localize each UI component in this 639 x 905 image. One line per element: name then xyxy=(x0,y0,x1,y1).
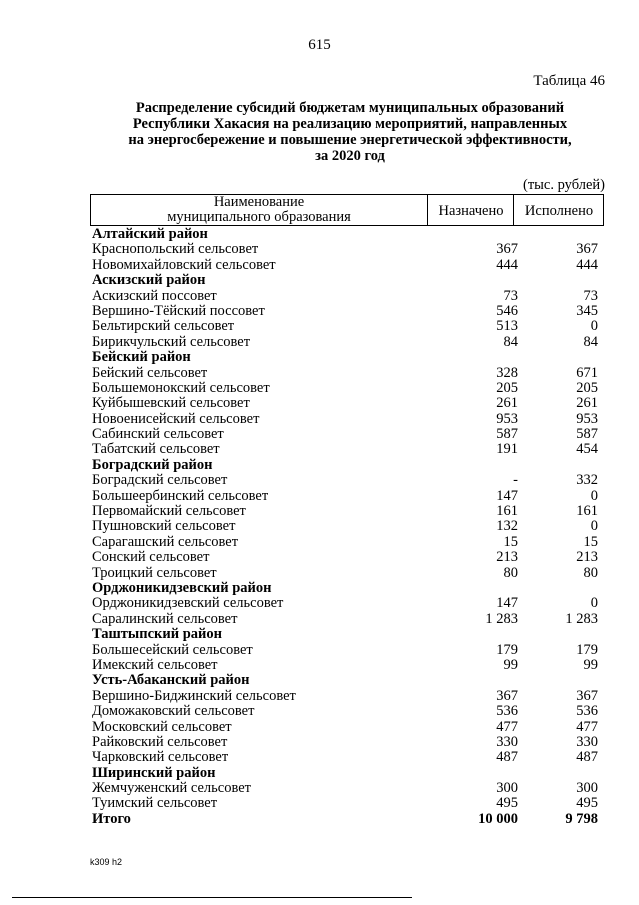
municipality-name: Большемонокский сельсовет xyxy=(92,379,270,396)
table-row xyxy=(90,412,604,427)
table-row xyxy=(90,704,604,719)
units-label: (тыс. рублей) xyxy=(523,177,605,193)
done-value: 15 xyxy=(583,533,598,550)
district-row xyxy=(90,766,604,781)
assigned-value: 330 xyxy=(496,733,518,750)
done-value: 367 xyxy=(576,687,598,704)
municipality-name: Пушновский сельсовет xyxy=(92,518,236,535)
table-label: Таблица 46 xyxy=(533,73,605,89)
municipality-name: Большеербинский сельсовет xyxy=(92,487,269,504)
table-row xyxy=(90,289,604,304)
district-row xyxy=(90,273,604,288)
table-row xyxy=(90,519,604,534)
table-row xyxy=(90,796,604,811)
municipality-name: Райковский сельсовет xyxy=(92,733,228,750)
assigned-value: 444 xyxy=(496,256,518,273)
district-name: Таштыпский район xyxy=(92,626,222,643)
municipality-name: Новоенисейский сельсовет xyxy=(92,410,260,427)
done-value: 261 xyxy=(576,395,598,412)
assigned-value: 546 xyxy=(496,302,518,319)
assigned-value: 213 xyxy=(496,549,518,566)
assigned-value: 73 xyxy=(503,287,518,304)
district-name: Ширинский район xyxy=(92,764,216,781)
assigned-value: 161 xyxy=(496,503,518,520)
district-name: Аскизский район xyxy=(92,272,206,289)
municipality-name: Саралинский сельсовет xyxy=(92,610,238,627)
municipality-name: Сарагашский сельсовет xyxy=(92,533,239,550)
done-value: 161 xyxy=(576,503,598,520)
document-title xyxy=(90,100,610,164)
table-row xyxy=(90,781,604,796)
page-number: 615 xyxy=(308,37,331,53)
assigned-value: 367 xyxy=(496,241,518,258)
assigned-value: 487 xyxy=(496,749,518,766)
table-row xyxy=(90,335,604,350)
district-row xyxy=(90,581,604,596)
done-value: 444 xyxy=(576,256,598,273)
assigned-value: 147 xyxy=(496,595,518,612)
table-row xyxy=(90,689,604,704)
done-value: 536 xyxy=(576,703,598,720)
table-body xyxy=(90,227,604,827)
table-row xyxy=(90,550,604,565)
table-row xyxy=(90,242,604,257)
municipality-name: Краснопольский сельсовет xyxy=(92,241,259,258)
done-value: 80 xyxy=(583,564,598,581)
municipality-name: Бельтирский сельсовет xyxy=(92,318,235,335)
assigned-value: 477 xyxy=(496,718,518,735)
municipality-name: Бирикчульский сельсовет xyxy=(92,333,251,350)
assigned-value: 513 xyxy=(496,318,518,335)
done-value: 477 xyxy=(576,718,598,735)
municipality-name: Бейский сельсовет xyxy=(92,364,208,381)
assigned-value: 953 xyxy=(496,410,518,427)
footer-code: k309 h2 xyxy=(90,857,123,867)
municipality-name: Первомайский сельсовет xyxy=(92,503,246,520)
assigned-value: 261 xyxy=(496,395,518,412)
done-value: 84 xyxy=(583,333,598,350)
table-row xyxy=(90,504,604,519)
table-row xyxy=(90,366,604,381)
district-name: Бейский район xyxy=(92,349,191,366)
assigned-value: 191 xyxy=(496,441,518,458)
done-value: 0 xyxy=(590,487,598,504)
municipality-name: Боградский сельсовет xyxy=(92,472,228,489)
table-row xyxy=(90,735,604,750)
header-name xyxy=(91,195,427,225)
assigned-value: 328 xyxy=(496,364,518,381)
assigned-value: 179 xyxy=(496,641,518,658)
district-row xyxy=(90,227,604,242)
table-row xyxy=(90,473,604,488)
done-value: 73 xyxy=(583,287,598,304)
municipality-name: Троицкий сельсовет xyxy=(92,564,217,581)
done-value: 300 xyxy=(576,780,598,797)
done-value: 0 xyxy=(590,318,598,335)
title-line: на энергосбережение и повышение энергетической эффективности, xyxy=(128,132,572,148)
header-name-line1: Наименование xyxy=(213,194,305,210)
done-value: 587 xyxy=(576,426,598,443)
table-row xyxy=(90,750,604,765)
municipality-name: Новомихайловский сельсовет xyxy=(92,256,276,273)
title-line: Распределение субсидий бюджетам муниципальных образований xyxy=(135,100,565,116)
table-row xyxy=(90,304,604,319)
table-row xyxy=(90,720,604,735)
municipality-name: Московский сельсовет xyxy=(92,718,232,735)
total-row xyxy=(90,812,604,827)
done-value: 487 xyxy=(576,749,598,766)
district-name: Усть-Абаканский район xyxy=(92,672,250,689)
assigned-value: 300 xyxy=(496,780,518,797)
assigned-value: 205 xyxy=(496,379,518,396)
assigned-value: 367 xyxy=(496,687,518,704)
assigned-value: 99 xyxy=(503,656,518,673)
done-value: 671 xyxy=(576,364,598,381)
district-name: Боградский район xyxy=(92,456,213,473)
table-row xyxy=(90,643,604,658)
municipality-name: Аскизский поссовет xyxy=(92,287,217,304)
done-value: 0 xyxy=(590,595,598,612)
municipality-name: Туимский сельсовет xyxy=(92,795,218,812)
assigned-value: 15 xyxy=(503,533,518,550)
done-value: 495 xyxy=(576,795,598,812)
header-name-line2: муниципального образования xyxy=(167,209,351,225)
table-row xyxy=(90,381,604,396)
assigned-value: 84 xyxy=(503,333,518,350)
done-value: 345 xyxy=(576,302,598,319)
title-line: Республики Хакасия на реализацию мероприятий, направленных xyxy=(132,116,568,132)
done-value: 367 xyxy=(576,241,598,258)
district-row xyxy=(90,673,604,688)
municipality-name: Вершино-Биджинский сельсовет xyxy=(92,687,296,704)
table-row xyxy=(90,427,604,442)
municipality-name: Сабинский сельсовет xyxy=(92,426,224,443)
assigned-value: 1 283 xyxy=(485,610,518,627)
assigned-value: - xyxy=(513,472,518,489)
done-value: 953 xyxy=(576,410,598,427)
done-value: 332 xyxy=(576,472,598,489)
table-row xyxy=(90,442,604,457)
district-name: Орджоникидзевский район xyxy=(92,579,272,596)
municipality-name: Имекский сельсовет xyxy=(92,656,218,673)
district-name: Алтайский район xyxy=(92,226,208,242)
bottom-rule xyxy=(12,897,412,898)
done-value: 330 xyxy=(576,733,598,750)
municipality-name: Табатский сельсовет xyxy=(92,441,220,458)
header-done: Исполнено xyxy=(513,195,604,225)
table-row xyxy=(90,258,604,273)
municipality-name: Орджоникидзевский сельсовет xyxy=(92,595,284,612)
municipality-name: Итого xyxy=(92,810,131,827)
table-row xyxy=(90,489,604,504)
done-value: 213 xyxy=(576,549,598,566)
done-value: 1 283 xyxy=(565,610,598,627)
table-row xyxy=(90,612,604,627)
header-assigned: Назначено xyxy=(427,195,514,225)
district-row xyxy=(90,627,604,642)
assigned-value: 80 xyxy=(503,564,518,581)
municipality-name: Вершино-Тёйский поссовет xyxy=(92,302,265,319)
table-row xyxy=(90,319,604,334)
table-row xyxy=(90,396,604,411)
assigned-value: 536 xyxy=(496,703,518,720)
municipality-name: Чарковский сельсовет xyxy=(92,749,229,766)
municipality-name: Большесейский сельсовет xyxy=(92,641,253,658)
table-row xyxy=(90,535,604,550)
table-header xyxy=(90,194,604,226)
district-row xyxy=(90,350,604,365)
assigned-value: 147 xyxy=(496,487,518,504)
done-value: 0 xyxy=(590,518,598,535)
title-line: за 2020 год xyxy=(315,148,385,164)
district-row xyxy=(90,458,604,473)
done-value: 454 xyxy=(576,441,598,458)
done-value: 99 xyxy=(583,656,598,673)
assigned-value: 10 000 xyxy=(478,810,518,827)
assigned-value: 132 xyxy=(496,518,518,535)
assigned-value: 587 xyxy=(496,426,518,443)
table-row xyxy=(90,596,604,611)
table-row xyxy=(90,658,604,673)
municipality-name: Доможаковский сельсовет xyxy=(92,703,255,720)
municipality-name: Жемчуженский сельсовет xyxy=(92,780,251,797)
municipality-name: Сонский сельсовет xyxy=(92,549,210,566)
done-value: 179 xyxy=(576,641,598,658)
assigned-value: 495 xyxy=(496,795,518,812)
municipality-name: Куйбышевский сельсовет xyxy=(92,395,250,412)
done-value: 205 xyxy=(576,379,598,396)
table-row xyxy=(90,566,604,581)
done-value: 9 798 xyxy=(565,810,598,827)
